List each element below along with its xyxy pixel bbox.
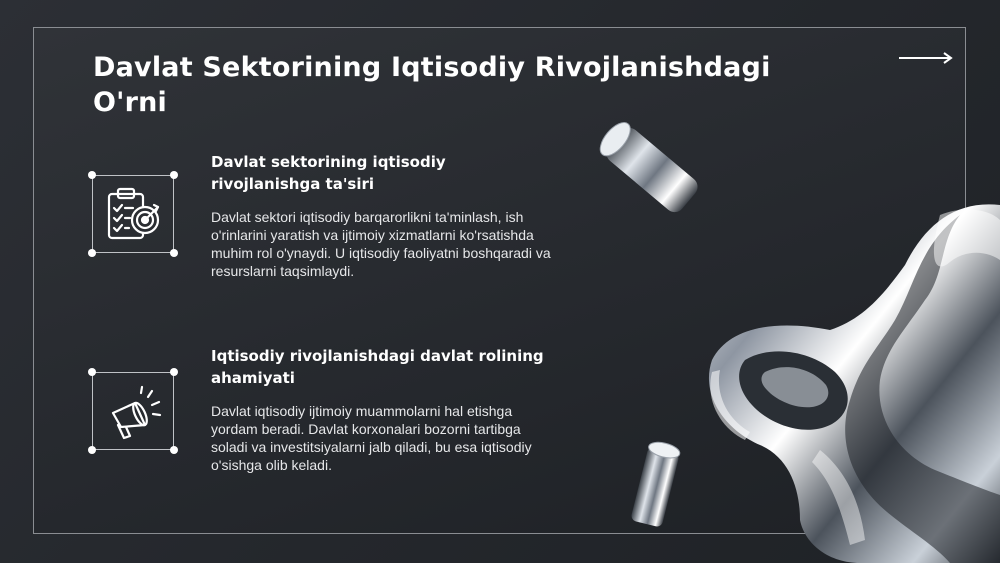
chrome-cylinder-top <box>595 117 702 216</box>
arrow-right-icon[interactable] <box>898 51 954 65</box>
corner-dot <box>88 368 96 376</box>
item-heading-2: Iqtisodiy rivojlanishdagi davlat rolining ahamiyati <box>211 347 544 387</box>
page-title: Davlat Sektorining Iqtisodiy Rivojlanishdagi O'rni <box>93 52 771 118</box>
megaphone-icon <box>105 383 163 441</box>
clipboard-target-icon <box>105 186 163 244</box>
corner-dot <box>88 446 96 454</box>
corner-dot <box>88 249 96 257</box>
corner-dot <box>170 249 178 257</box>
corner-dot <box>170 368 178 376</box>
chrome-cylinder-bottom <box>630 439 681 527</box>
corner-dot <box>170 171 178 179</box>
item-body-1: Davlat sektori iqtisodiy barqarorlikni ta'minlash, ish o'rinlarini yaratish va ijtimoiy xizmatlarni ko'rsatishda muhim rol o'ynaydi. U iqtisodiy faoliyatni boshqaradi va resurslarni taqsimlaydi. <box>211 209 551 279</box>
icon-frame-1 <box>92 175 174 253</box>
corner-dot <box>88 171 96 179</box>
corner-dot <box>170 446 178 454</box>
item-body-2: Davlat iqtisodiy ijtimoiy muammolarni hal etishga yordam beradi. Davlat korxonalari bozorni tartibga soladi va investitsiyalarni jalb qiladi, bu esa iqtisodiy o'sishga olib keladi. <box>211 403 532 473</box>
icon-frame-2 <box>92 372 174 450</box>
chrome-knot <box>709 204 1000 563</box>
item-heading-1: Davlat sektorining iqtisodiy rivojlanishga ta'siri <box>211 153 446 193</box>
